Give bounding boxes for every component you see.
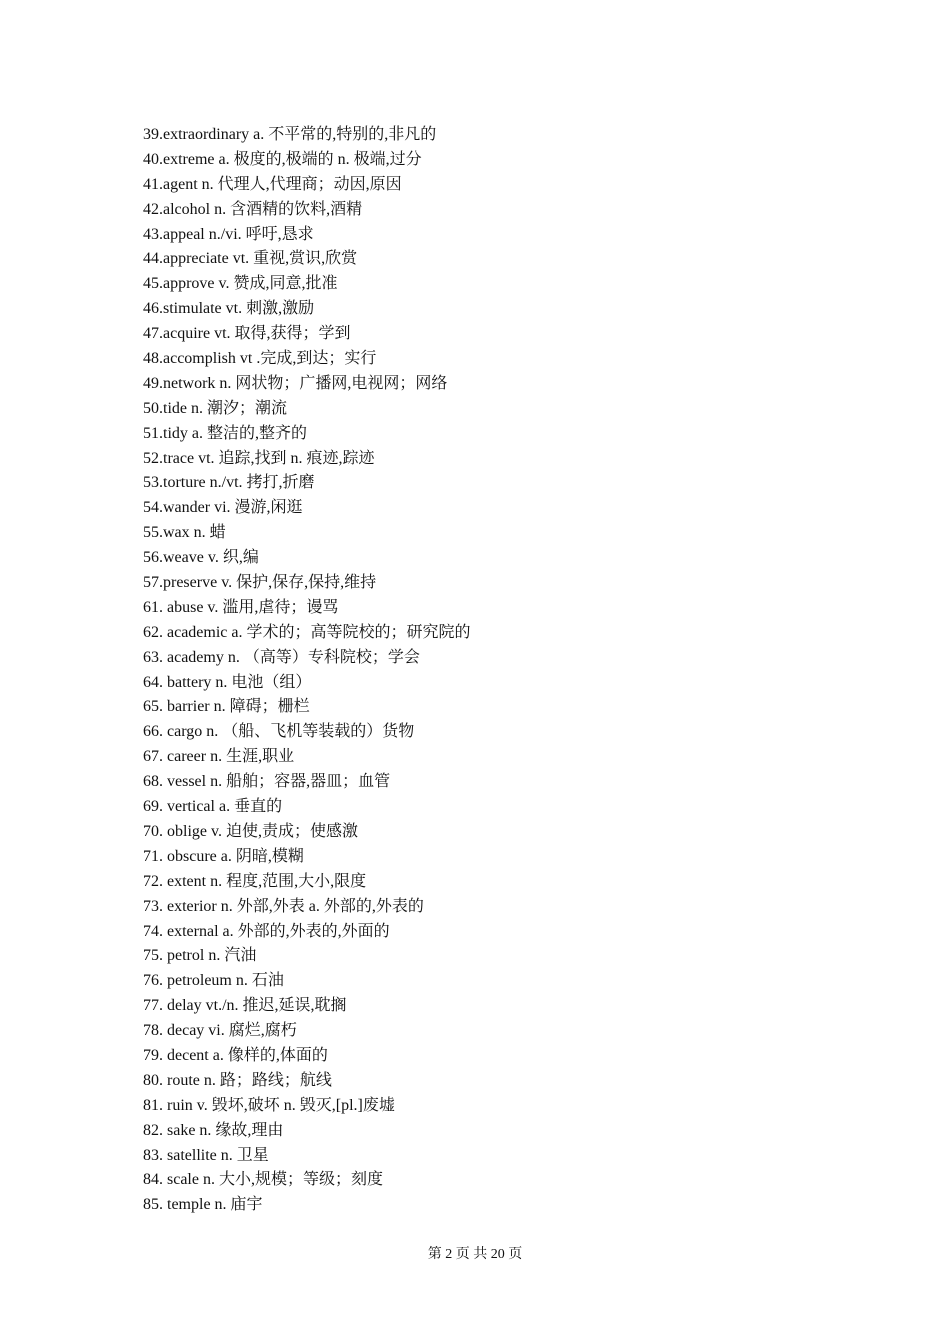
- vocab-entry: 85. temple n. 庙宇: [143, 1196, 263, 1214]
- vocab-entry: 43.appeal n./vi. 呼吁,恳求: [143, 225, 314, 243]
- vocab-entry: 66. cargo n. （船、飞机等装载的）货物: [143, 723, 415, 741]
- vocab-entry: 82. sake n. 缘故,理由: [143, 1121, 284, 1139]
- vocab-entry: 41.agent n. 代理人,代理商；动因,原因: [143, 175, 402, 193]
- vocab-entry: 51.tidy a. 整洁的,整齐的: [143, 424, 307, 442]
- vocab-entry: 55.wax n. 蜡: [143, 524, 226, 542]
- vocabulary-list: [143, 123, 843, 1218]
- vocab-entry: 69. vertical a. 垂直的: [143, 798, 283, 816]
- vocab-entry: 54.wander vi. 漫游,闲逛: [143, 499, 303, 517]
- vocab-entry: 67. career n. 生涯,职业: [143, 748, 295, 766]
- vocab-entry: 84. scale n. 大小,规模；等级；刻度: [143, 1171, 383, 1189]
- vocab-entry: 83. satellite n. 卫星: [143, 1146, 269, 1164]
- vocab-entry: 49.network n. 网状物；广播网,电视网；网络: [143, 374, 448, 392]
- vocab-entry: 62. academic a. 学术的；高等院校的；研究院的: [143, 623, 471, 641]
- vocab-entry: 44.appreciate vt. 重视,赏识,欣赏: [143, 250, 358, 268]
- vocab-entry: 61. abuse v. 滥用,虐待；谩骂: [143, 598, 339, 616]
- vocab-entry: 63. academy n. （高等）专科院校；学会: [143, 648, 420, 666]
- vocab-entry: 40.extreme a. 极度的,极端的 n. 极端,过分: [143, 150, 422, 168]
- vocab-entry: 57.preserve v. 保护,保存,保持,维持: [143, 574, 377, 592]
- vocab-entry: 71. obscure a. 阴暗,模糊: [143, 847, 304, 865]
- vocab-entry: 50.tide n. 潮汐；潮流: [143, 399, 287, 417]
- vocab-entry: 48.accomplish vt .完成,到达；实行: [143, 350, 377, 368]
- vocab-entry: 73. exterior n. 外部,外表 a. 外部的,外表的: [143, 897, 424, 915]
- page-footer: 第 2 页 共 20 页: [427, 1247, 523, 1262]
- vocab-entry: 70. oblige v. 迫使,责成；使感激: [143, 822, 358, 840]
- vocab-entry: 75. petrol n. 汽油: [143, 947, 257, 965]
- vocab-entry: 65. barrier n. 障碍；栅栏: [143, 698, 310, 716]
- vocab-entry: 47.acquire vt. 取得,获得；学到: [143, 325, 351, 343]
- vocab-entry: 64. battery n. 电池（组）: [143, 673, 312, 691]
- vocab-entry: 72. extent n. 程度,范围,大小,限度: [143, 872, 367, 890]
- vocab-entry: 46.stimulate vt. 刺激,激励: [143, 300, 315, 318]
- vocab-entry: 76. petroleum n. 石油: [143, 972, 284, 990]
- vocab-entry: 77. delay vt./n. 推迟,延误,耽搁: [143, 997, 347, 1015]
- vocab-entry: 56.weave v. 织,编: [143, 549, 259, 567]
- vocab-entry: 52.trace vt. 追踪,找到 n. 痕迹,踪迹: [143, 449, 375, 467]
- vocab-entry: 74. external a. 外部的,外表的,外面的: [143, 922, 390, 940]
- vocab-entry: 79. decent a. 像样的,体面的: [143, 1046, 328, 1064]
- vocab-entry: 68. vessel n. 船舶；容器,器皿；血管: [143, 773, 391, 791]
- vocab-entry: 81. ruin v. 毁坏,破坏 n. 毁灭,[pl.]废墟: [143, 1096, 395, 1114]
- vocab-entry: 53.torture n./vt. 拷打,折磨: [143, 474, 315, 492]
- vocab-entry: 80. route n. 路；路线；航线: [143, 1071, 332, 1089]
- vocab-entry: 42.alcohol n. 含酒精的饮料,酒精: [143, 200, 363, 218]
- vocab-entry: 78. decay vi. 腐烂,腐朽: [143, 1022, 297, 1040]
- vocab-entry: 39.extraordinary a. 不平常的,特别的,非凡的: [143, 126, 437, 143]
- vocab-entry: 45.approve v. 赞成,同意,批准: [143, 275, 338, 293]
